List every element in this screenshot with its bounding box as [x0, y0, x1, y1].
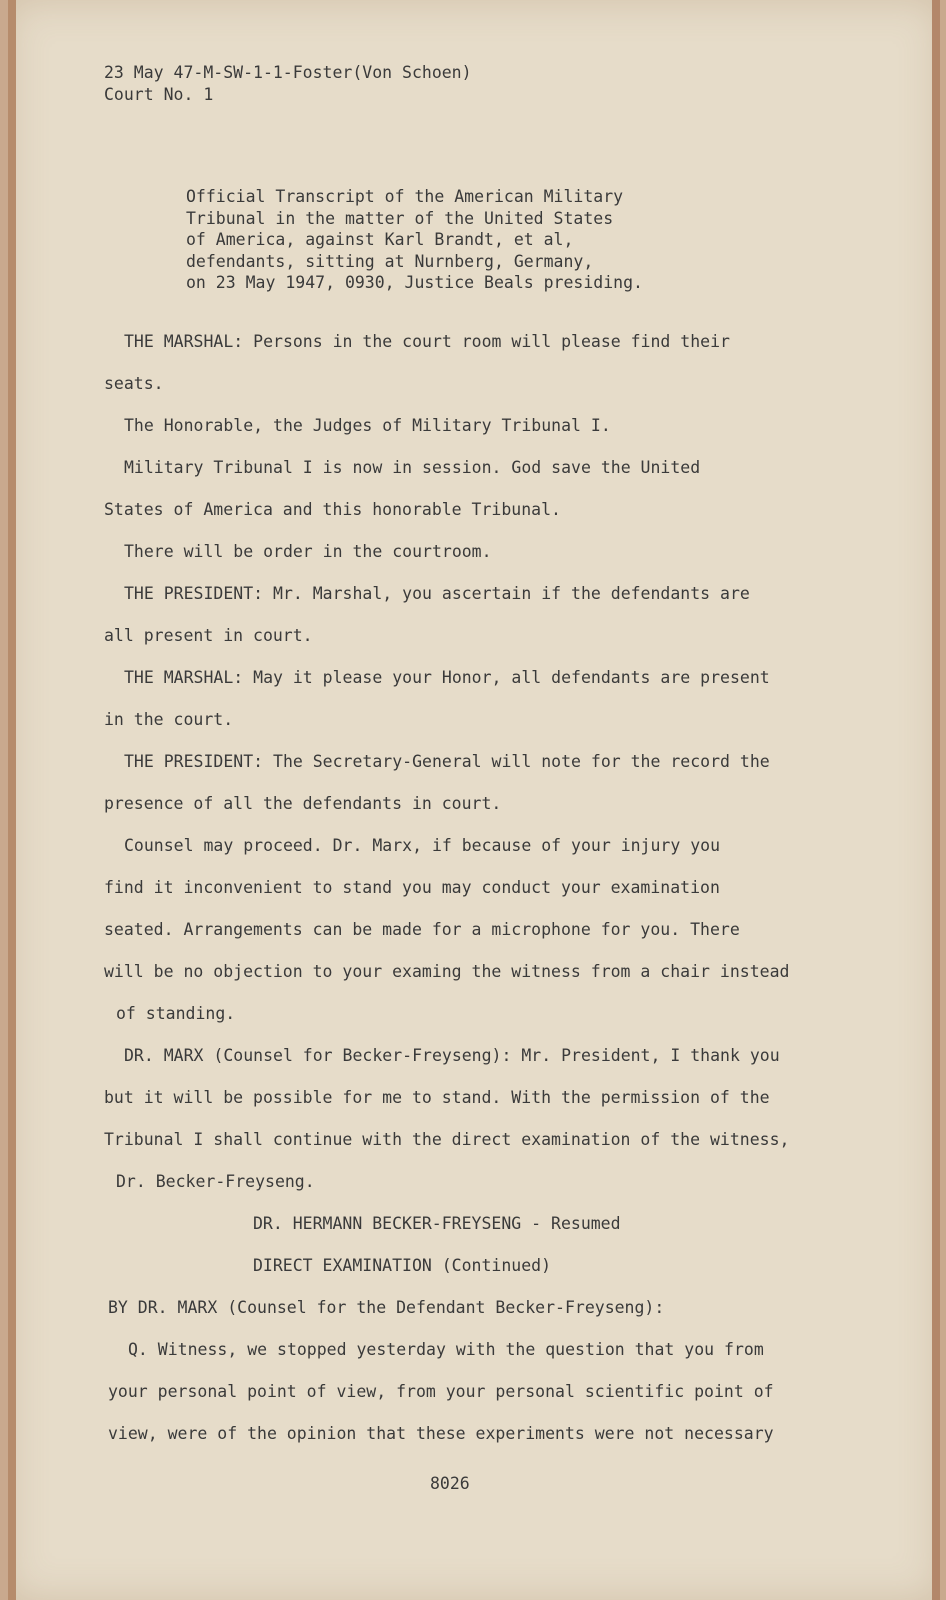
transcript-line: Q. Witness, we stopped yesterday with the question that you from [128, 1340, 764, 1359]
transcript-line: Counsel may proceed. Dr. Marx, if because of your injury you [124, 836, 721, 855]
transcript-line: presence of all the defendants in court. [104, 794, 502, 813]
intro-line: of America, against Karl Brandt, et al, [186, 230, 574, 249]
transcript-line: seats. [104, 374, 164, 393]
page-edge-left [8, 0, 16, 1600]
transcript-line: your personal point of view, from your personal scientific point of [108, 1382, 774, 1401]
intro-line: Tribunal in the matter of the United States [186, 208, 614, 228]
transcript-line: THE MARSHAL: Persons in the court room will please find their [124, 332, 730, 351]
examination-heading: DIRECT EXAMINATION (Continued) [253, 1256, 552, 1275]
transcript-line: Dr. Becker-Freyseng. [116, 1172, 315, 1191]
transcript-line: THE PRESIDENT: The Secretary-General will note for the record the [124, 752, 770, 771]
header-reference-line: 23 May 47-M-SW-1-1-Foster(Von Schoen) [104, 63, 472, 82]
transcript-line: view, were of the opinion that these experiments were not necessary [108, 1424, 774, 1443]
document-page [8, 0, 940, 1600]
intro-line: defendants, sitting at Nurnberg, Germany, [186, 251, 594, 271]
transcript-line: THE MARSHAL: May it please your Honor, all defendants are present [124, 668, 770, 687]
transcript-line: in the court. [104, 710, 234, 729]
transcript-line: find it inconvenient to stand you may conduct your examination [104, 878, 720, 897]
transcript-line: but it will be possible for me to stand. With the permission of the [104, 1088, 770, 1107]
document-header [104, 62, 472, 106]
transcript-line: THE PRESIDENT: Mr. Marshal, you ascertain if the defendants are [124, 584, 750, 603]
intro-line: on 23 May 1947, 0930, Justice Beals presiding. [186, 273, 643, 292]
transcript-line: BY DR. MARX (Counsel for the Defendant Becker-Freyseng): [108, 1298, 665, 1317]
transcript-line: of standing. [116, 1004, 236, 1023]
page-edge-right [932, 0, 940, 1600]
transcript-line: The Honorable, the Judges of Military Tribunal I. [124, 416, 611, 435]
header-court-line: Court No. 1 [104, 85, 214, 104]
transcript-line: all present in court. [104, 626, 313, 645]
transcript-line: There will be order in the courtroom. [124, 542, 492, 561]
transcript-line: will be no objection to your examing the witness from a chair instead [104, 962, 790, 981]
transcript-line: Tribunal I shall continue with the direct examination of the witness, [104, 1130, 790, 1149]
page-number: 8026 [430, 1474, 470, 1493]
witness-heading: DR. HERMANN BECKER-FREYSENG - Resumed [253, 1214, 621, 1233]
transcript-line: DR. MARX (Counsel for Becker-Freyseng): Mr. President, I thank you [124, 1046, 780, 1065]
transcript-intro [186, 186, 643, 294]
transcript-line: States of America and this honorable Tribunal. [104, 500, 561, 519]
transcript-line: Military Tribunal I is now in session. God save the United [124, 458, 701, 477]
transcript-line: seated. Arrangements can be made for a microphone for you. There [104, 920, 740, 939]
intro-line: Official Transcript of the American Military [186, 187, 624, 206]
